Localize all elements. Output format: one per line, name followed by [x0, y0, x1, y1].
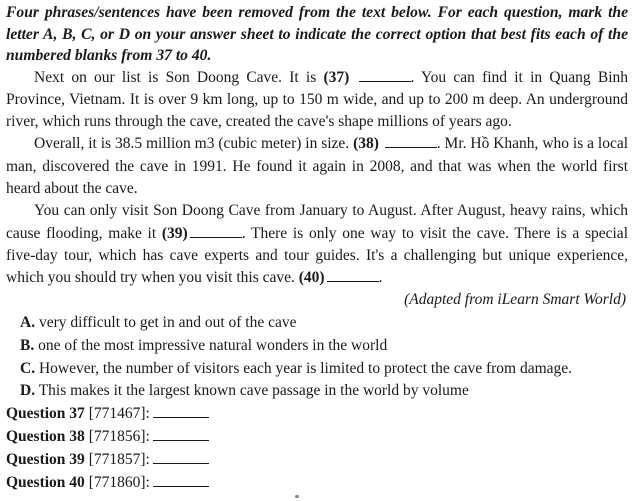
blank-39-number: (39) — [161, 224, 188, 242]
answer-blank-37[interactable] — [153, 417, 209, 418]
instructions: Four phrases/sentences have been removed from the text below. For each question, mark the letter A, B, C, or D on your answer sheet to indicate the correct option that best fits each of the numbered blanks from 37 to 40. — [6, 4, 628, 64]
question-code: [771856]: — [88, 427, 150, 445]
option-letter: D. — [20, 382, 36, 400]
question-40-row — [6, 472, 628, 495]
page-mark-dot — [295, 495, 299, 498]
passage-paragraph-1 — [6, 67, 628, 134]
p2-text-after: . Mr. Hồ Khanh, who is a local man, discovered the cave in 1991. He found it again in 2008, and that was when the world first heard about the cave. — [6, 135, 629, 197]
answer-blank-38[interactable] — [153, 440, 209, 441]
question-label: Question 40 — [6, 473, 85, 491]
answer-options — [6, 312, 628, 403]
option-text: very difficult to get in and out of the cave — [38, 313, 297, 331]
option-text: one of the most impressive natural wonders in the world — [38, 336, 388, 354]
option-d[interactable] — [20, 380, 628, 403]
passage-paragraph-3 — [6, 200, 628, 289]
option-text: This makes it the largest known cave passage in the world by volume — [38, 382, 469, 400]
blank-38-number: (38) — [353, 135, 379, 153]
answer-blank-39[interactable] — [153, 463, 209, 464]
option-text: However, the number of visitors each year is limited to protect the cave from damage. — [38, 359, 573, 377]
answer-blank-40[interactable] — [153, 486, 209, 487]
question-label: Question 38 — [6, 427, 85, 445]
question-code: [771860]: — [88, 473, 150, 491]
option-letter: A. — [20, 313, 36, 331]
question-label: Question 37 — [6, 405, 85, 423]
option-letter: B. — [20, 336, 35, 354]
p3-text-before: You can only visit Son Doong Cave from January to August. After August, heavy rains, which cause flooding, make it — [6, 202, 628, 242]
blank-39-line[interactable] — [190, 237, 242, 238]
blank-37-number: (37) — [323, 68, 350, 86]
p1-text-before: Next on our list is Son Doong Cave. It is — [34, 68, 324, 86]
question-label: Question 39 — [6, 450, 85, 468]
blank-37-line[interactable] — [359, 81, 411, 82]
passage-paragraph-2 — [6, 133, 628, 200]
option-c[interactable] — [20, 358, 628, 381]
p1-text-after: . You can find it in Quang Binh Province, Vietnam. It is over 9 km long, up to 150 m wide, and up to 200 m deep. An underground river, which runs through the cave, created the cave's shape millions of years ago. — [6, 68, 629, 131]
question-list — [6, 403, 628, 494]
p2-text-before: Overall, it is 38.5 million m3 (cubic meter) in size. — [34, 135, 354, 153]
blank-40-number: (40) — [298, 269, 325, 287]
question-code: [771467]: — [88, 405, 150, 423]
question-39-row — [6, 449, 628, 472]
option-a[interactable] — [20, 312, 628, 335]
option-b[interactable] — [20, 335, 628, 358]
blank-40-line[interactable] — [327, 281, 379, 282]
p3-text-after: . — [378, 269, 383, 287]
question-38-row — [6, 426, 628, 449]
option-letter: C. — [20, 359, 36, 377]
question-37-row — [6, 403, 628, 426]
question-code: [771857]: — [88, 450, 150, 468]
p3-text-middle: . There is only one way to visit the cave. There is a special five-day tour, which has cave experts and tour guides. It's a challenging but unique experience, which you should try when you visit this cave. — [6, 224, 628, 287]
blank-38-line[interactable] — [385, 147, 437, 148]
source-citation: (Adapted from iLearn Smart World) — [404, 291, 626, 309]
